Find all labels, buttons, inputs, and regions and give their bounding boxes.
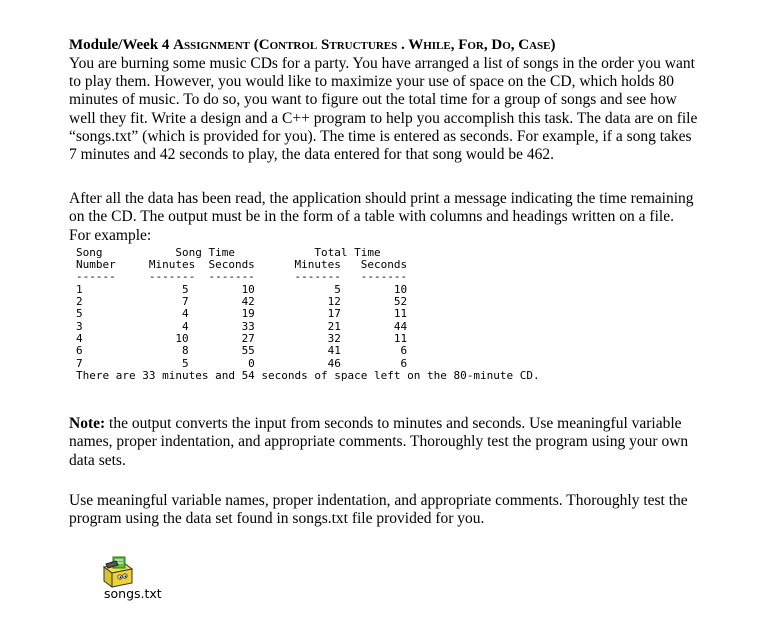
document-page [69,36,699,528]
sample-output-table [76,247,699,382]
after-paragraph: After all the data has been read, the application should print a message indicating the time remaining on the CD. The output must be in the form of a table with columns and headings written on a file. For example: [69,190,694,244]
output-header-2: Number Minutes Seconds Minutes Seconds [76,258,408,272]
output-row: 5 4 19 17 11 [76,307,408,321]
output-row: 2 7 42 12 52 [76,295,408,309]
note-paragraph [69,415,699,470]
heading-assignment: Assignment (Control Structures [173,37,398,53]
note-text: the output converts the input from seconds to minutes and seconds. Use meaningful variable names, proper indentation, and appropriate comments. Thoroughly test the program using your own data sets. [69,415,689,469]
heading-module: Module/Week 4 [69,37,170,53]
output-dashes: ------ ------- ------- ------- ------- [76,270,408,284]
output-row: 3 4 33 21 44 [76,319,408,333]
songs-file-label[interactable]: songs.txt [104,586,162,601]
output-row: 4 10 27 32 11 [76,331,408,345]
output-row: 1 5 10 5 10 [76,282,408,296]
final-paragraph: Use meaningful variable names, proper indentation, and appropriate comments. Thoroughly test the program using the data set found in songs.txt file provided for you. [69,491,688,527]
output-row: 7 5 0 46 6 [76,356,408,370]
file-package-icon[interactable] [98,555,138,589]
output-summary: There are 33 minutes and 54 seconds of space left on the 80-minute CD. [76,368,540,382]
output-row: 6 8 55 41 6 [76,344,408,358]
note-label: Note: [69,415,106,433]
assignment-heading [69,36,699,55]
output-header-1: Song Song Time Total Time [76,245,381,259]
intro-paragraph: You are burning some music CDs for a party. You have arranged a list of songs in the order you want to play them. However, you would like to maximize your use of space on the CD, which holds 80 minutes of music. To do so, you want to figure out the total time for a group of songs and see how well they fit. Write a design and a C++ program to help you accomplish this task. The data are on file “songs.txt” (which is provided for you). The time is entered as seconds. For example, if a song takes 7 minutes and 42 seconds to play, the data entered for that song would be 462. [69,55,698,164]
heading-loops: . While, For, Do, Case) [400,37,556,53]
